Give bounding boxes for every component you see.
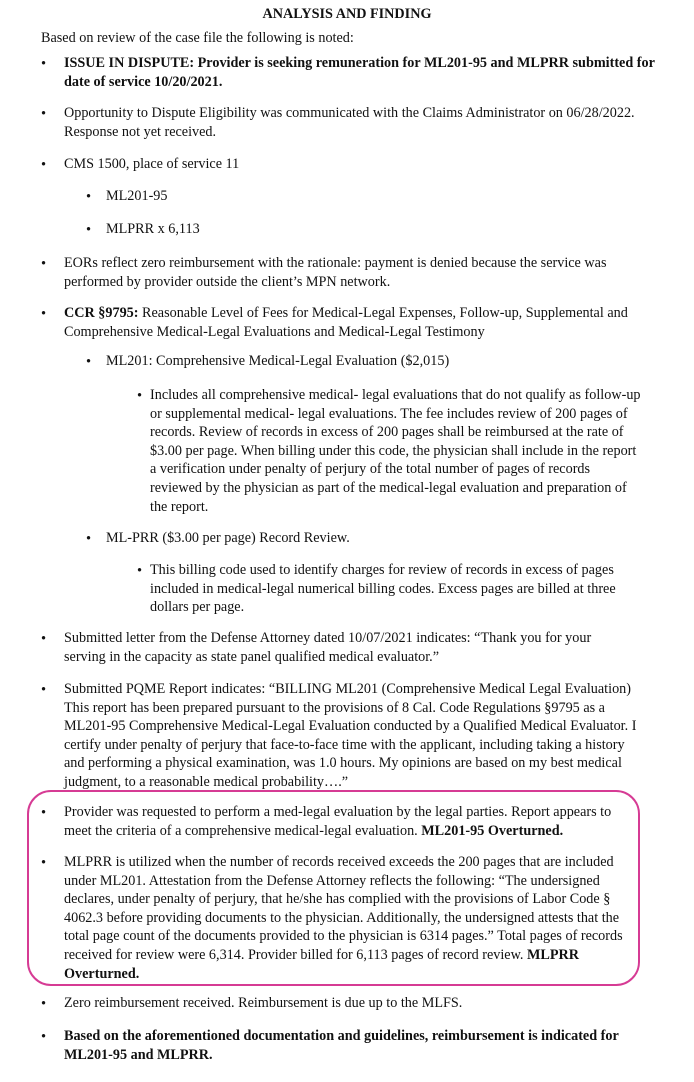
- ml201-heading: ML201: Comprehensive Medical-Legal Evaluation ($2,015): [106, 353, 450, 369]
- bullet: •: [41, 996, 47, 1012]
- bullet: •: [86, 354, 92, 370]
- cms-sub-mlprr: MLPRR x 6,113: [106, 221, 200, 237]
- bullet: •: [41, 1029, 47, 1045]
- defense-letter-text: Submitted letter from the Defense Attorney dated 10/07/2021 indicates: “Thank you for your serving in the capacity as state panel qualified medical evaluator.”: [64, 630, 592, 665]
- bullet: •: [41, 106, 47, 122]
- ml201-detail: Includes all comprehensive medical- legal evaluations that do not qualify as follow-up or supplemental medical- legal evaluations. The fee includes review of 200 pages of records. Review of records in excess of 200 pages shall be reimbursed at the rate of $3.00 per page. When billing under this code, the physician shall include in the report a verification under penalty of perjury of the total number of pages of records reviewed by the physician as part of the medical-legal evaluation and preparation of the report.: [150, 387, 641, 515]
- ccr-text: [64, 304, 654, 341]
- zero-reimbursement-text: Zero reimbursement received. Reimbursement is due up to the MLFS.: [64, 995, 463, 1011]
- mlprr-overturned: MLPRR Overturned.: [64, 946, 580, 982]
- bullet: •: [86, 222, 92, 238]
- mlprr-heading: ML-PRR ($3.00 per page) Record Review.: [106, 530, 350, 546]
- bullet: •: [41, 631, 47, 647]
- bullet: •: [41, 855, 47, 871]
- cms-text: CMS 1500, place of service 11: [64, 156, 240, 172]
- provider-finding: [64, 803, 634, 840]
- opportunity-text: Opportunity to Dispute Eligibility was communicated with the Claims Administrator on 06/28/2022. Response not yet received.: [64, 105, 635, 140]
- page-title: ANALYSIS AND FINDING: [262, 6, 432, 22]
- bullet: •: [137, 563, 143, 579]
- conclusion-text: Based on the aforementioned documentation and guidelines, reimbursement is indicated for ML201-95 and MLPRR.: [64, 1028, 619, 1063]
- mlprr-detail: This billing code used to identify charges for review of records in excess of pages included in medical-legal numerical billing codes. Excess pages are billed at three dollars per page.: [150, 562, 616, 616]
- ccr-description: Reasonable Level of Fees for Medical-Legal Expenses, Follow-up, Supplemental and Comprehensive Medical-Legal Evaluations and Medical-Legal Testimony: [64, 305, 628, 340]
- bullet: •: [41, 256, 47, 272]
- bullet: •: [86, 531, 92, 547]
- eors-text: EORs reflect zero reimbursement with the rationale: payment is denied because the service was performed by provider outside the client’s MPN network.: [64, 255, 607, 290]
- bullet: •: [41, 157, 47, 173]
- ccr-label: CCR §9795:: [64, 305, 139, 321]
- pqme-report-text: Submitted PQME Report indicates: “BILLING ML201 (Comprehensive Medical Legal Evaluation) This report has been prepared pursuant to the provisions of 8 Cal. Code Regulations §9795 as a ML201-95 Comprehensive Medical-Legal Evaluation conducted by a Qualified Medical Evaluator. I certify under penalty of perjury that face-to-face time with the applicant, including taking a history and performing a physical examination, was 1.0 hours. My opinions are based on my best medical judgment, to a reasonable medical probability….”: [64, 681, 637, 790]
- bullet: •: [41, 306, 47, 322]
- mlprr-finding-text: MLPRR is utilized when the number of records received exceeds the 200 pages that are included under ML201. Attestation from the Defense Attorney reflects the following: “The undersigned declares, under penalty of perjury, that he/she has complied with the provisions of Labor Code § 4062.3 before providing documents to the physician. Additionally, the undersigned attests that the total page count of the documents provided to the physician is 6314 pages.” Total pages of records received for review were 6,314. Provider billed for 6,113 pages of record review.: [64, 854, 623, 963]
- bullet: •: [86, 189, 92, 205]
- bullet: •: [137, 388, 143, 404]
- bullet: •: [41, 805, 47, 821]
- cms-sub-ml201: ML201-95: [106, 188, 168, 204]
- ml201-overturned: ML201-95 Overturned.: [417, 822, 564, 839]
- mlprr-finding: [64, 853, 639, 983]
- bullet: •: [41, 682, 47, 698]
- bullet: •: [41, 56, 47, 72]
- issue-in-dispute: ISSUE IN DISPUTE: Provider is seeking remuneration for ML201-95 and MLPRR submitted for date of service 10/20/2021.: [64, 55, 655, 90]
- intro-text: Based on review of the case file the following is noted:: [41, 30, 354, 46]
- provider-finding-text: Provider was requested to perform a med-legal evaluation by the legal parties. Report appears to meet the criteria of a comprehensive medical-legal evaluation.: [64, 804, 612, 839]
